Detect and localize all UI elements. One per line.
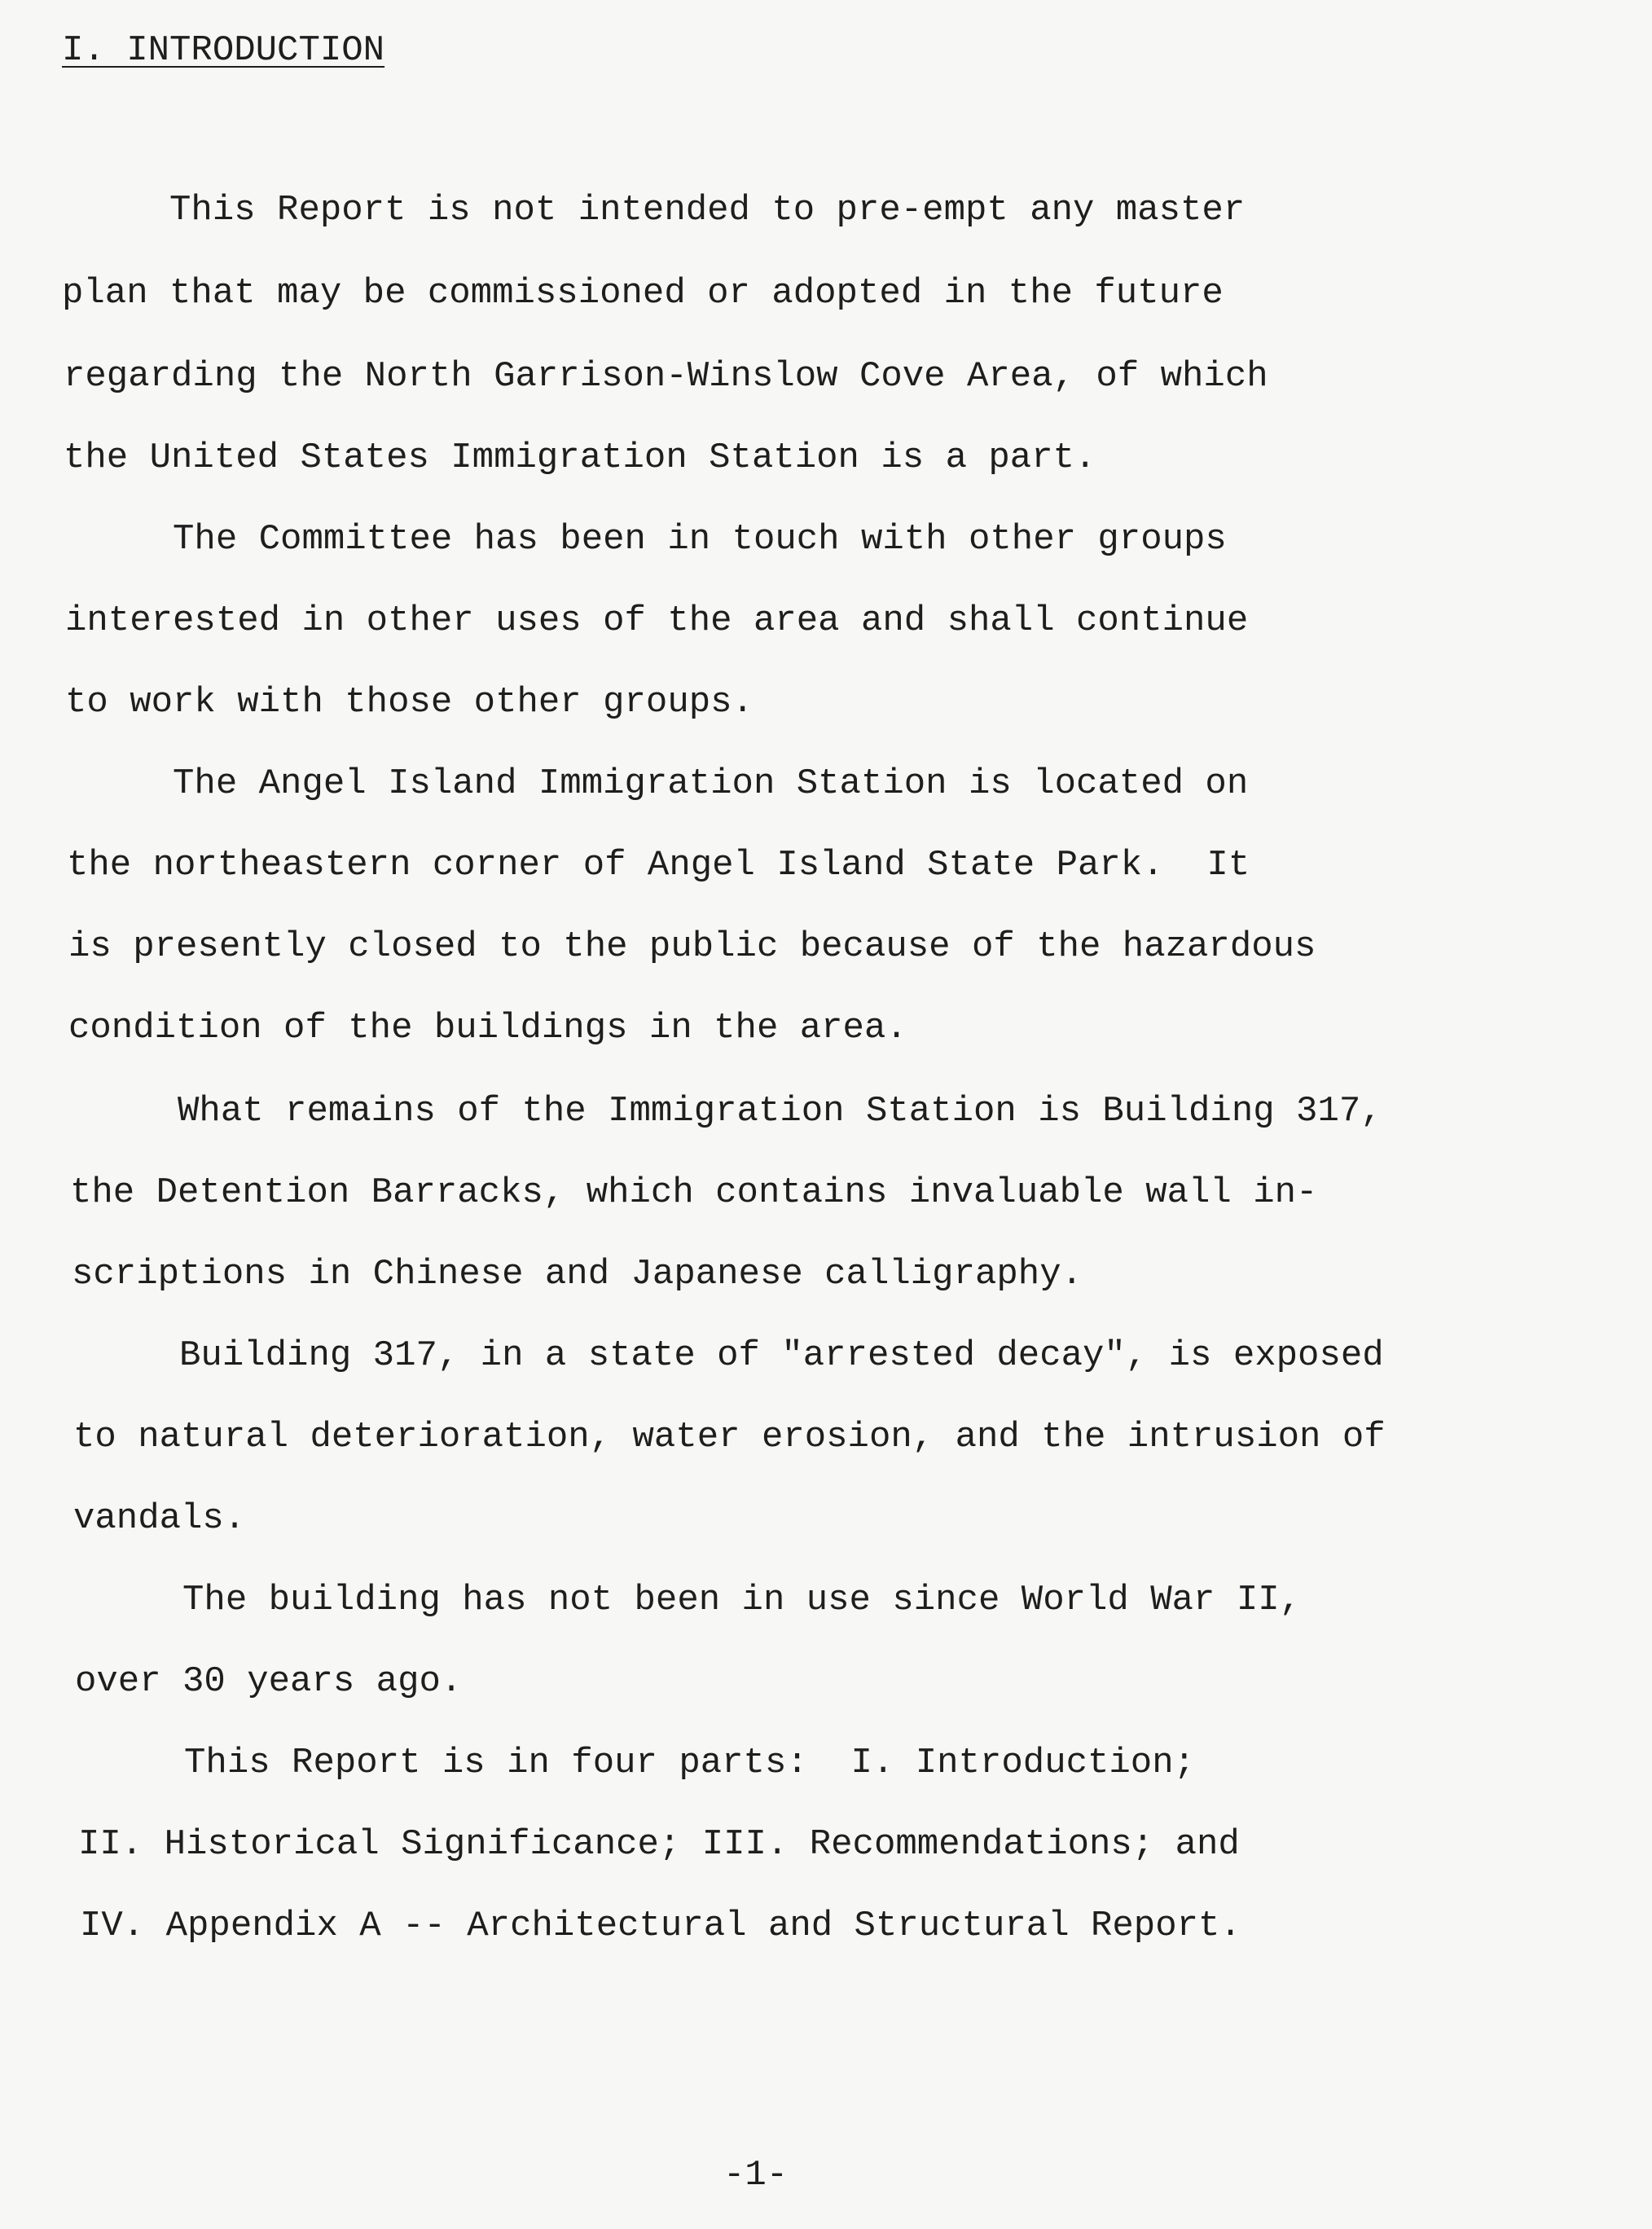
text-line: the Detention Barracks, which contains invaluable wall in- bbox=[70, 1172, 1318, 1213]
text-line: condition of the buildings in the area. bbox=[68, 1008, 907, 1049]
text-line: The Angel Island Immigration Station is located on bbox=[65, 763, 1249, 804]
text-line: This Report is not intended to pre-empt any master bbox=[62, 190, 1246, 231]
text-line: The Committee has been in touch with other groups bbox=[65, 519, 1227, 560]
text-line: regarding the North Garrison-Winslow Cove Area, of which bbox=[64, 356, 1268, 397]
text-line: over 30 years ago. bbox=[75, 1661, 463, 1702]
page-number: -1- bbox=[723, 2155, 789, 2196]
text-line: The building has not been in use since World War II, bbox=[75, 1580, 1302, 1620]
text-line: the United States Immigration Station is a part. bbox=[64, 437, 1096, 478]
text-line: scriptions in Chinese and Japanese calligraphy. bbox=[72, 1254, 1083, 1295]
text-line: plan that may be commissioned or adopted in the future bbox=[62, 273, 1224, 314]
text-line: II. Historical Significance; III. Recommendations; and bbox=[78, 1824, 1240, 1865]
section-heading: I. INTRODUCTION bbox=[62, 30, 385, 71]
text-line: to work with those other groups. bbox=[65, 682, 754, 723]
text-line: What remains of the Immigration Station is Building 317, bbox=[70, 1091, 1382, 1132]
text-line: vandals. bbox=[73, 1498, 246, 1539]
text-line: is presently closed to the public because of the hazardous bbox=[68, 926, 1316, 967]
text-line: to natural deterioration, water erosion, and the intrusion of bbox=[73, 1417, 1386, 1457]
text-line: Building 317, in a state of "arrested decay", is exposed bbox=[72, 1335, 1384, 1376]
text-line: IV. Appendix A -- Architectural and Structural Report. bbox=[80, 1906, 1241, 1946]
text-line: the northeastern corner of Angel Island State Park. It bbox=[67, 845, 1250, 886]
text-line: interested in other uses of the area and shall continue bbox=[65, 600, 1249, 641]
text-line: This Report is in four parts: I. Introduction; bbox=[77, 1743, 1196, 1783]
